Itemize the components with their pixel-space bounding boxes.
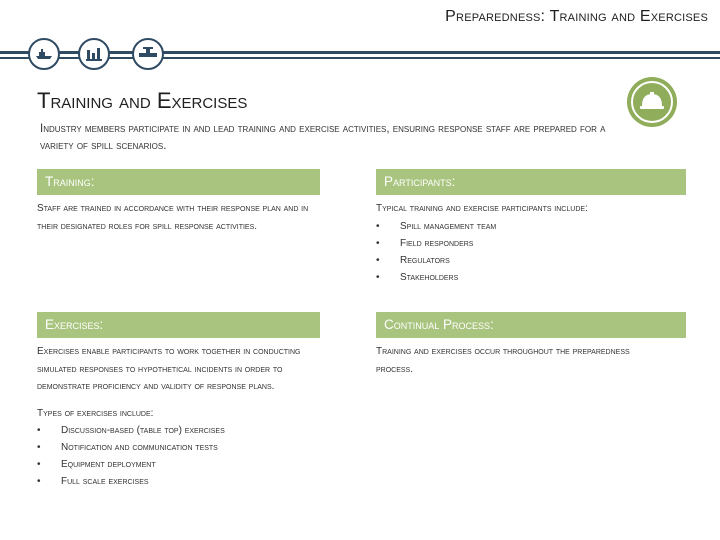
header-bar — [0, 38, 720, 73]
list-item: • Regulators — [376, 252, 686, 269]
list-item: • Full scale exercises — [37, 473, 327, 490]
participants-body — [376, 200, 686, 286]
list-item: • Equipment deployment — [37, 456, 327, 473]
list-item: • Discussion-based (table top) exercises — [37, 422, 327, 439]
refinery-icon — [78, 38, 110, 70]
exercises-heading: Exercises: — [37, 312, 320, 338]
hard-hat-badge — [627, 77, 677, 127]
training-text: Staff are trained in accordance with their response plan and in their designated roles for spill response activities. — [37, 203, 309, 232]
continual-text: Training and exercises occur throughout the preparedness process. — [376, 346, 630, 375]
continual-heading: Continual Process: — [376, 312, 686, 338]
training-heading: Training: — [37, 169, 320, 195]
list-item: • Spill management team — [376, 218, 686, 235]
ship-icon — [28, 38, 60, 70]
intro-text: Industry members participate in and lead training and exercise activities, ensuring response staff are prepared for a variety of spill scenarios. — [40, 123, 606, 152]
exercises-body — [37, 343, 327, 490]
participants-list — [376, 218, 686, 286]
header-title: Preparedness: Training and Exercises — [445, 8, 708, 25]
list-item: • Field responders — [376, 235, 686, 252]
participants-intro: Typical training and exercise participants include: — [376, 203, 588, 214]
hard-hat-icon — [639, 90, 665, 112]
participants-heading: Participants: — [376, 169, 686, 195]
page-title: Training and Exercises — [37, 88, 248, 113]
list-item: • Stakeholders — [376, 269, 686, 286]
exercises-text: Exercises enable participants to work together in conducting simulated responses to hypothetical incidents in order to demonstrate proficiency and validity of response plans. — [37, 346, 301, 392]
exercises-types-intro: Types of exercises include: — [37, 407, 154, 419]
list-item: • Notification and communication tests — [37, 439, 327, 456]
pipeline-valve-icon — [132, 38, 164, 70]
exercises-list — [37, 422, 327, 490]
